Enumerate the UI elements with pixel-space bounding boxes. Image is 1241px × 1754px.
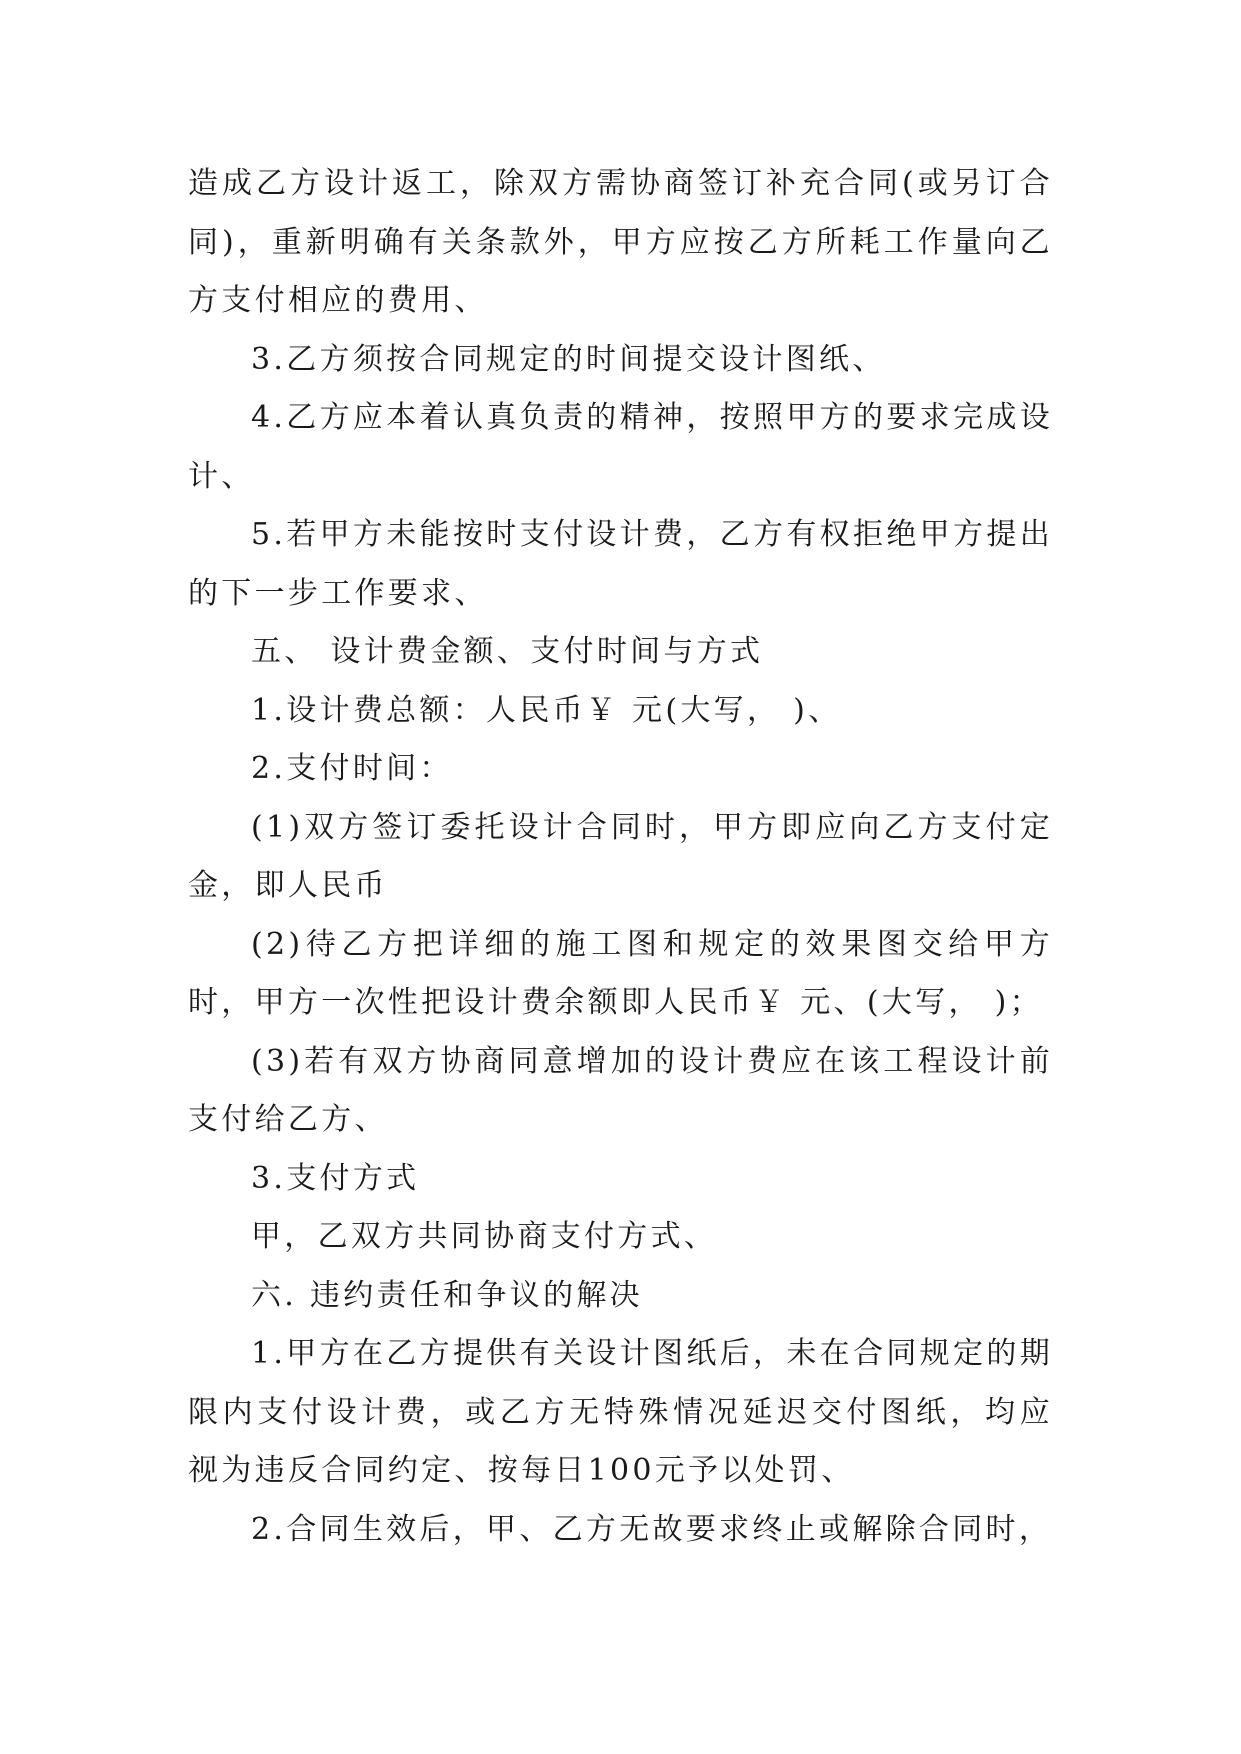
paragraph-3: 4.乙方应本着认真负责的精神，按照甲方的要求完成设计、 <box>188 400 1053 494</box>
section-heading-6: 六. 违约责任和争议的解决 <box>251 1277 643 1313</box>
paragraph-14: 1.甲方在乙方提供有关设计图纸后，未在合同规定的期限内支付设计费，或乙方无特殊情况延迟交付图纸，均应视为违反合同约定、按每日100元予以处罚、 <box>188 1336 1053 1488</box>
paragraph-4: 5.若甲方未能按时支付设计费，乙方有权拒绝甲方提出的下一步工作要求、 <box>188 517 1053 611</box>
paragraph-10: (3)若有双方协商同意增加的设计费应在该工程设计前支付给乙方、 <box>188 1043 1053 1137</box>
paragraph-2: 3.乙方须按合同规定的时间提交设计图纸、 <box>251 341 886 377</box>
paragraph-6: 1.设计费总额：人民币￥ 元(大写， )、 <box>251 692 842 728</box>
paragraph-7: 2.支付时间： <box>251 751 453 786</box>
paragraph-1: 造成乙方设计返工，除双方需协商签订补充合同(或另订合同)，重新明确有关条款外，甲方应按乙方所耗工作量向乙方支付相应的费用、 <box>188 166 1053 318</box>
section-heading-5: 五、 设计费金额、支付时间与方式 <box>251 634 764 669</box>
paragraph-15: 2.合同生效后，甲、乙方无故要求终止或解除合同时， <box>251 1511 1053 1547</box>
document-body <box>188 155 1053 1559</box>
paragraph-9: (2)待乙方把详细的施工图和规定的效果图交给甲方时，甲方一次性把设计费余额即人民币￥ 元、(大写， )； <box>188 926 1053 1020</box>
paragraph-11: 3.支付方式 <box>251 1160 420 1196</box>
paragraph-8: (1)双方签订委托设计合同时，甲方即应向乙方支付定金，即人民币 <box>188 809 1053 903</box>
paragraph-12: 甲，乙双方共同协商支付方式、 <box>251 1219 718 1254</box>
